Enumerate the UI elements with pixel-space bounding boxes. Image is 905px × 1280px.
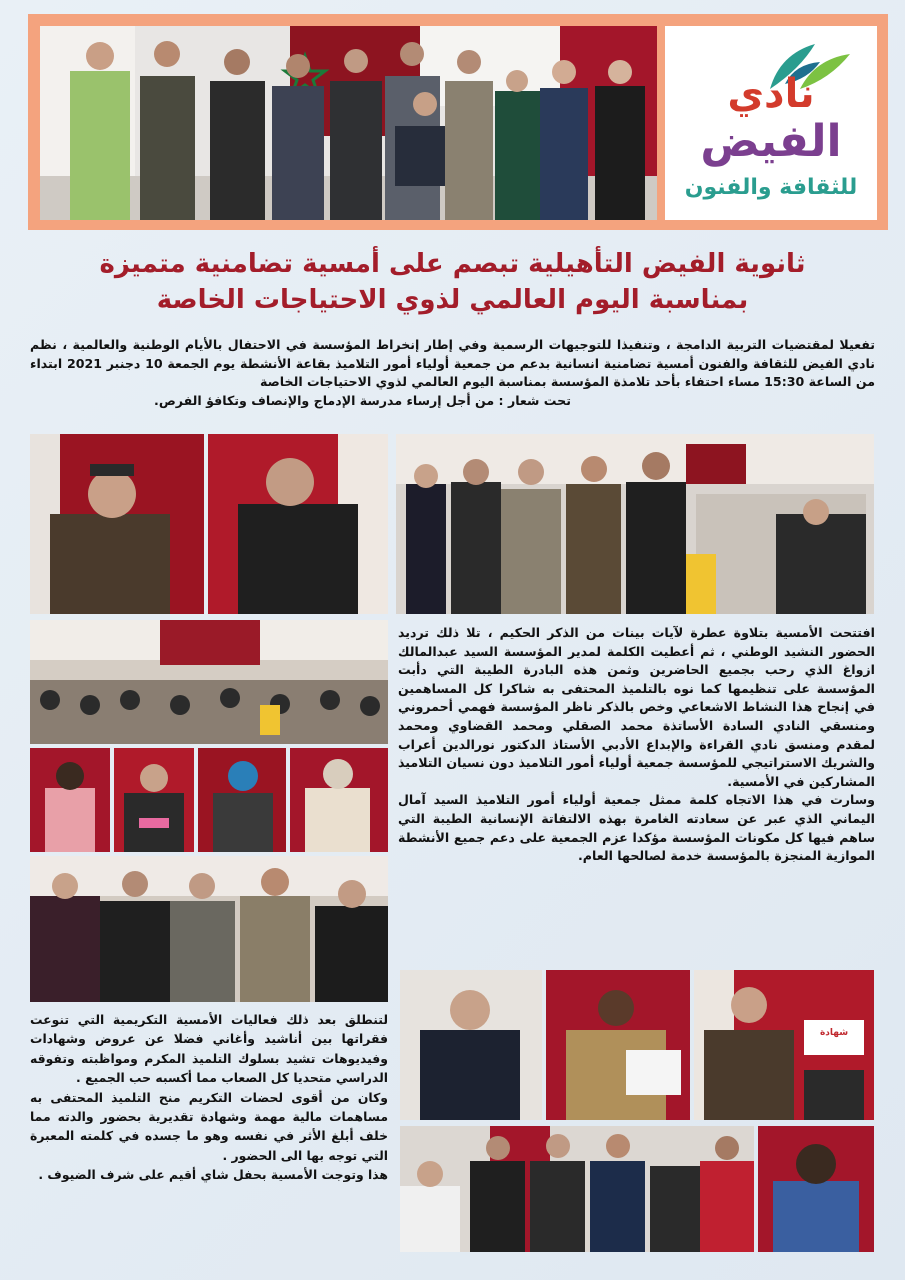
right-paragraph-1: افتتحت الأمسية بتلاوة عطرة لآيات بينات من الذكر الحكيم ، تلا ذلك ترديد الحضور النشيد الوطني ، ثم أعطيت الكلمة لمدير المؤسسة السيد عبدالمالك ازواغ الذي رحب بجميع الحاضرين وثمن هذه البادرة الطيبة التي دأبت المؤسسة على تنظيمها كما نوه بالتلميذ المحتفى به شاكرا كل المساهمين في إنجاح هذا النشاط الاشعاعي وخص بالذكر ناظر المؤسسة فهمي أحمروني ومنسقي النادي السادة الأساتذة محمد الصقلي ومحمد القضاوي ومحمد لمقدم ومنسق نادي القراءة والإبداع الأدبي الأستاذ الدكتور نورالدين أعراب والشريك الاستراتيجي للمؤسسة جمعية أولياء أمور التلاميذ دون نسيان التلاميذ المشاركين في الأمسية. <box>398 625 875 789</box>
photo-student-speaker <box>400 970 542 1120</box>
headline-line2: بمناسبة اليوم العالمي لذوي الاحتياجات الخاصة <box>156 285 749 315</box>
photo-mother-reading <box>546 970 690 1120</box>
certificate-text: شهادة <box>819 1028 849 1038</box>
photo-singer-4 <box>290 748 388 852</box>
photo-student-singer <box>758 1126 874 1252</box>
logo-line3: للثقافة والفنون <box>684 175 858 200</box>
left-paragraph-3: هذا وتوجت الأمسية بحفل شاي أقيم على شرف الضيوف . <box>38 1167 388 1183</box>
photo-guests-seated <box>30 856 388 1002</box>
photo-students-group <box>400 1126 754 1252</box>
article-body-right <box>398 624 875 866</box>
photo-singer-1 <box>30 748 110 852</box>
photo-speaker-1 <box>30 434 204 614</box>
logo-line1: نادي <box>727 71 815 117</box>
photo-audience-standing <box>396 434 874 614</box>
article-body-left <box>30 1010 388 1185</box>
headline <box>20 246 885 318</box>
photo-audience-hall <box>30 620 388 744</box>
intro-paragraph <box>30 336 875 410</box>
intro-slogan: تحت شعار : من أجل إرساء مدرسة الإدماج والإنصاف وتكافؤ الفرص. <box>154 392 571 408</box>
intro-text: تفعيلا لمقتضيات التربية الدامجة ، وتنفيذا للتوجيهات الرسمية وفي إطار إنخراط المؤسسة في الاحتفال بالأيام الوطنية والعالمية ، نظم نادي الفيض للثقافة والفنون أمسية تضامنية انسانية بدعم من جمعية أولياء أمور التلاميذ بقاعة الأنشطة يوم الجمعة 10 دجنبر 2021 ابتداء من الساعة 15:30 مساء احتفاء بأحد تلامذة المؤسسة بمناسبة اليوم العالمي لذوي الاحتياجات الخاصة <box>30 337 875 389</box>
headline-line1: ثانوية الفيض التأهيلية تبصم على أمسية تضامنية متميزة <box>99 249 806 279</box>
left-paragraph-1: لتنطلق بعد ذلك فعاليات الأمسية التكريمية التي تنوعت فقراتها بين أناشيد وأغاني فضلا عن عروض وشهادات وفيديوهات تشيد بسلوك التلميذ المكرم ومواظبته وتفوقه الدراسي متحديا كل الصعاب مما أكسبه حب الجميع . <box>30 1012 388 1086</box>
left-paragraph-2: وكان من أقوى لحضات التكريم منح التلميذ المحتفى به مساهمات مالية مهمة وشهادة تقديرية بحضور والدته مما خلف أبلغ الأثر في نفسه وهو ما جسده في كلمته المعبرة التي توجه بها الى الحضور . <box>30 1089 388 1163</box>
group-photo-banner <box>40 26 657 220</box>
logo-line2: الفيض <box>700 116 842 167</box>
photo-certificate-award <box>694 970 874 1120</box>
photo-singer-2 <box>114 748 194 852</box>
right-paragraph-2: وسارت في هذا الاتجاه كلمة ممثل جمعية أولياء أمور التلاميذ السيد آمال اليماني الذي عبر عن سعادته الغامرة بهذه الالتفاتة الإنسانية الطيبة التي ساهم فيها كل مكونات المؤسسة مؤكدا عزم الجمعية على دعم جميع الأنشطة الموازية المنجزة بالمؤسسة خدمة لصالحها العام. <box>398 792 875 864</box>
photo-speaker-2 <box>208 434 388 614</box>
club-logo <box>665 26 877 220</box>
photo-singer-3 <box>198 748 286 852</box>
